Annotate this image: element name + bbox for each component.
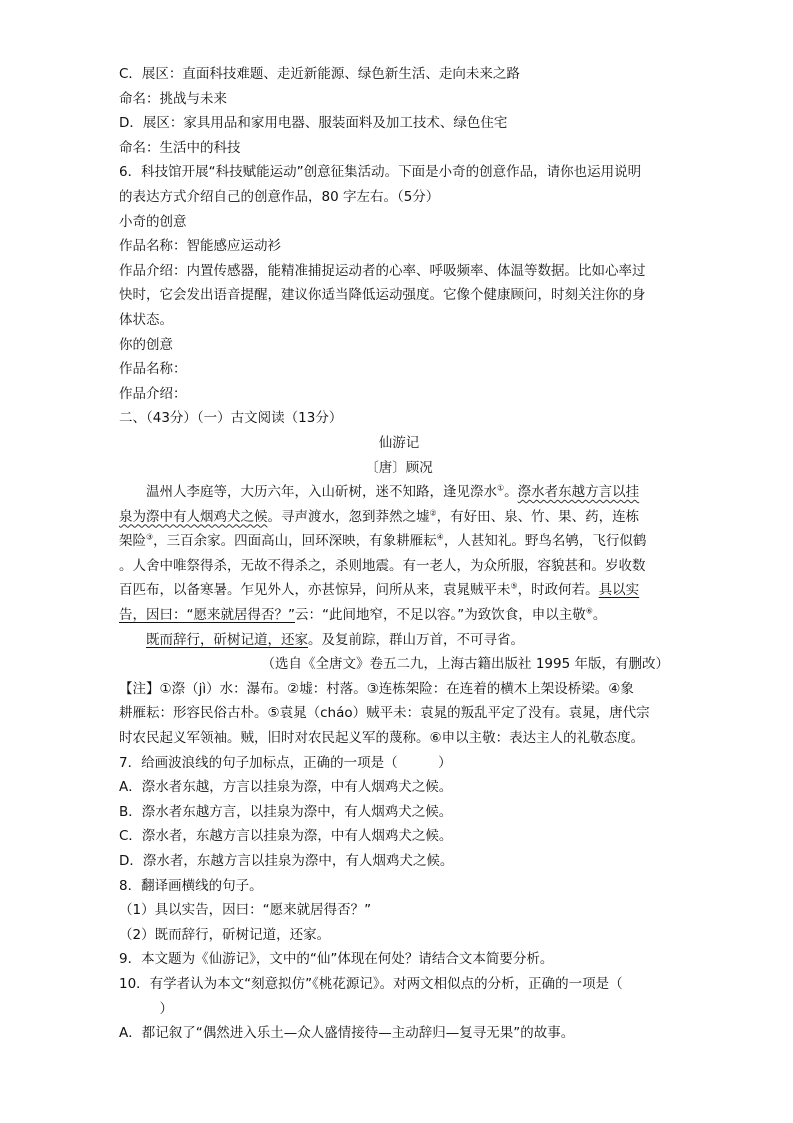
section-two-heading: 二、（43分）（一）古文阅读（13分） [119, 410, 343, 427]
xiaoqi-intro-line2: 快时，它会发出语音提醒，建议你适当降低运动强度。它像个健康顾问，时刻关注你的身 [119, 287, 646, 304]
underlined-sentence-2: 既而辞行，斫树记道，还家 [146, 631, 308, 648]
naming-c-line: 命名：挑战与未来 [119, 90, 227, 107]
question-7-option-d: D．漈水者，东越方言以挂泉为漈中，有人烟鸡犬之候。 [119, 853, 454, 869]
your-work-name: 作品名称： [119, 361, 187, 378]
naming-d-line: 命名：生活中的科技 [119, 139, 241, 156]
option-d-line: D．展区：家具用品和家用电器、服装面料及加工技术、绿色住宅 [119, 115, 508, 132]
passage-line5: 百匹布，以备寒暑。乍见外人，亦甚惊异，问所从来，袁晁贼平未⑤，时政何若。具以实 [119, 581, 640, 599]
question-7: 7．给画波浪线的句子加标点，正确的一项是（ ） [119, 754, 452, 771]
underlined-sentence-1b: 告，因曰：“愿来就居得否？” [119, 607, 295, 624]
option-c-line: C．展区：直面科技难题、走近新能源、绿色新生活、走向未来之路 [119, 66, 520, 82]
question-7-option-b: B．漈水者东越方言，以挂泉为漈中，有人烟鸡犬之候。 [119, 803, 453, 820]
question-7-option-a: A．漈水者东越，方言以挂泉为漈，中有人烟鸡犬之候。 [119, 779, 453, 796]
passage-line2: 泉为漈中有人烟鸡犬之候。寻声渡水，忽到莽然之墟②，有好田、泉、竹、果、药，连栋 [119, 508, 640, 525]
question-8: 8．翻译画横线的句子。 [119, 877, 263, 894]
document-page [119, 62, 679, 1046]
question-8-item1: （1）具以实告，因曰：“愿来就居得否？” [119, 902, 372, 919]
question-10-option-a: A．都记叙了“偶然进入乐土—众人盛情接待—主动辞归—复寻无果”的故事。 [119, 1025, 575, 1042]
wavy-sentence-part1: 漈水者东越方言以挂 [517, 484, 640, 501]
passage-line3: 架险③，三百余家。四面高山，回环深映，有象耕雁耘④，人甚知礼。野鸟名鸲，飞行似鹤 [119, 532, 647, 550]
your-creative-heading: 你的创意 [119, 336, 173, 353]
question-6-line1: 6．科技馆开展“科技赋能运动”创意征集活动。下面是小奇的创意作品，请你也运用说明 [119, 164, 642, 181]
question-6-line2: 的表达方式介绍自己的创意作品，80 字左右。（5分） [119, 188, 440, 205]
question-8-item2: （2）既而辞行，斫树记道，还家。 [119, 926, 331, 943]
passage-author: 〔唐〕顾况 [365, 459, 433, 476]
underlined-sentence-1a: 具以实 [598, 582, 640, 599]
passage-title: 仙游记 [378, 434, 420, 451]
question-7-option-c: C．漈水者，东越方言以挂泉为漈，中有人烟鸡犬之候。 [119, 828, 453, 845]
passage-line7: 既而辞行，斫树记道，还家。及复前踪，群山万首，不可寻省。 [146, 631, 524, 648]
notes-line1: 【注】①漈（jì）水：瀑布。②墟：村落。③连栋架险：在连着的横木上架设桥梁。④象 [119, 680, 634, 697]
notes-line3: 时农民起义军领袖。贼，旧时对农民起义军的蔑称。⑥申以主敬：表达主人的礼敬态度。 [119, 730, 645, 747]
passage-source: （选自《全唐文》卷五二九，上海古籍出版社 1995 年版，有删改） [261, 656, 669, 673]
question-10-line2: ） [119, 1000, 173, 1017]
wavy-sentence-part2: 泉为漈中有人烟鸡犬之候 [119, 508, 268, 525]
xiaoqi-creative-heading: 小奇的创意 [119, 213, 187, 230]
passage-line1: 温州人李庭等，大历六年，入山斫树，迷不知路，逢见漈水①。漈水者东越方言以挂 [146, 483, 640, 501]
passage-line6: 告，因曰：“愿来就居得否？”云：“此间地窄，不足以容。”为致饮食，申以主敬⑥。 [119, 606, 607, 624]
xiaoqi-intro-line1: 作品介绍：内置传感器，能精准捕捉运动者的心率、呼吸频率、体温等数据。比如心率过 [119, 262, 646, 279]
question-9: 9．本文题为《仙游记》，文中的“仙”体现在何处？请结合文本简要分析。 [119, 951, 554, 968]
xiaoqi-intro-line3: 体状态。 [119, 311, 173, 328]
your-work-intro: 作品介绍： [119, 385, 187, 402]
question-10-line1: 10．有学者认为本文“刻意拟仿”《桃花源记》。对两文相似点的分析，正确的一项是（ [119, 975, 623, 992]
notes-line2: 耕雁耘：形容民俗古朴。⑤袁晁（cháo）贼平未：袁晁的叛乱平定了没有。袁晁，唐代宗 [119, 705, 650, 722]
xiaoqi-work-name: 作品名称：智能感应运动衫 [119, 238, 281, 255]
passage-line4: 。人舍中唯祭得杀，无故不得杀之，杀则地震。有一老人，为众所服，容貌甚和。岁收数 [119, 557, 646, 574]
